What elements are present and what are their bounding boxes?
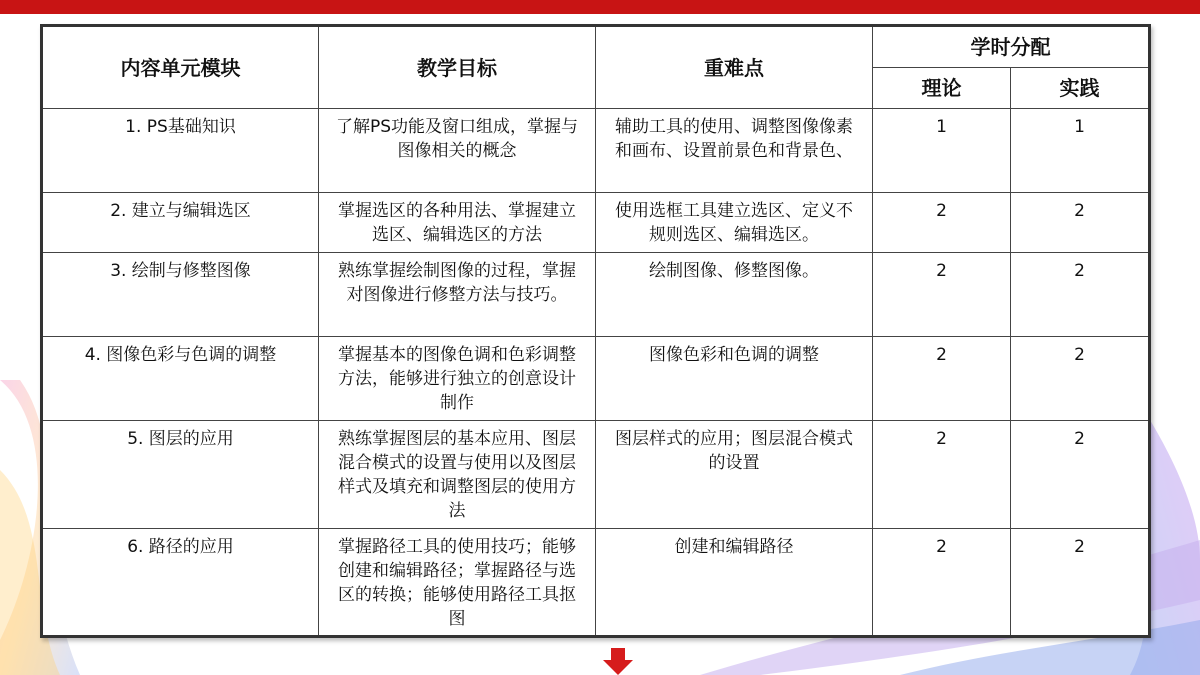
cell-theory: 1 [873, 109, 1011, 193]
cell-module: 6. 路径的应用 [42, 529, 319, 637]
header-module: 内容单元模块 [42, 26, 319, 109]
cell-key-points: 图像色彩和色调的调整 [596, 337, 873, 421]
cell-practice: 1 [1011, 109, 1150, 193]
cell-objective: 熟练掌握绘制图像的过程，掌握对图像进行修整方法与技巧。 [319, 253, 596, 337]
cell-practice: 2 [1011, 421, 1150, 529]
header-practice: 实践 [1011, 68, 1150, 109]
course-table-container [40, 24, 1150, 638]
cell-theory: 2 [873, 337, 1011, 421]
cell-key-points: 辅助工具的使用、调整图像像素和画布、设置前景色和背景色、 [596, 109, 873, 193]
cell-module: 1. PS基础知识 [42, 109, 319, 193]
cell-objective: 熟练掌握图层的基本应用、图层混合模式的设置与使用以及图层样式及填充和调整图层的使用方法 [319, 421, 596, 529]
header-row [42, 26, 1150, 68]
cell-module: 4. 图像色彩与色调的调整 [42, 337, 319, 421]
cell-theory: 2 [873, 421, 1011, 529]
cell-key-points: 图层样式的应用；图层混合模式的设置 [596, 421, 873, 529]
table-row [42, 337, 1150, 421]
cell-key-points: 使用选框工具建立选区、定义不规则选区、编辑选区。 [596, 193, 873, 253]
cell-theory: 2 [873, 193, 1011, 253]
cell-module: 5. 图层的应用 [42, 421, 319, 529]
cell-objective: 掌握基本的图像色调和色彩调整方法，能够进行独立的创意设计制作 [319, 337, 596, 421]
cell-key-points: 创建和编辑路径 [596, 529, 873, 637]
cell-practice: 2 [1011, 193, 1150, 253]
table-row [42, 109, 1150, 193]
table-row [42, 529, 1150, 637]
header-theory: 理论 [873, 68, 1011, 109]
cell-theory: 2 [873, 253, 1011, 337]
cell-practice: 2 [1011, 253, 1150, 337]
table-row [42, 193, 1150, 253]
table-row [42, 253, 1150, 337]
cell-objective: 掌握选区的各种用法、掌握建立选区、编辑选区的方法 [319, 193, 596, 253]
header-key-points: 重难点 [596, 26, 873, 109]
cell-practice: 2 [1011, 529, 1150, 637]
cell-key-points: 绘制图像、修整图像。 [596, 253, 873, 337]
cell-practice: 2 [1011, 337, 1150, 421]
course-plan-table [40, 24, 1151, 638]
table-row [42, 421, 1150, 529]
cell-module: 3. 绘制与修整图像 [42, 253, 319, 337]
header-hours: 学时分配 [873, 26, 1150, 68]
arrow-down-icon[interactable] [603, 648, 633, 675]
cell-objective: 掌握路径工具的使用技巧；能够创建和编辑路径；掌握路径与选区的转换；能够使用路径工具抠图 [319, 529, 596, 637]
header-objective: 教学目标 [319, 26, 596, 109]
cell-module: 2. 建立与编辑选区 [42, 193, 319, 253]
cell-objective: 了解PS功能及窗口组成，掌握与图像相关的概念 [319, 109, 596, 193]
cell-theory: 2 [873, 529, 1011, 637]
